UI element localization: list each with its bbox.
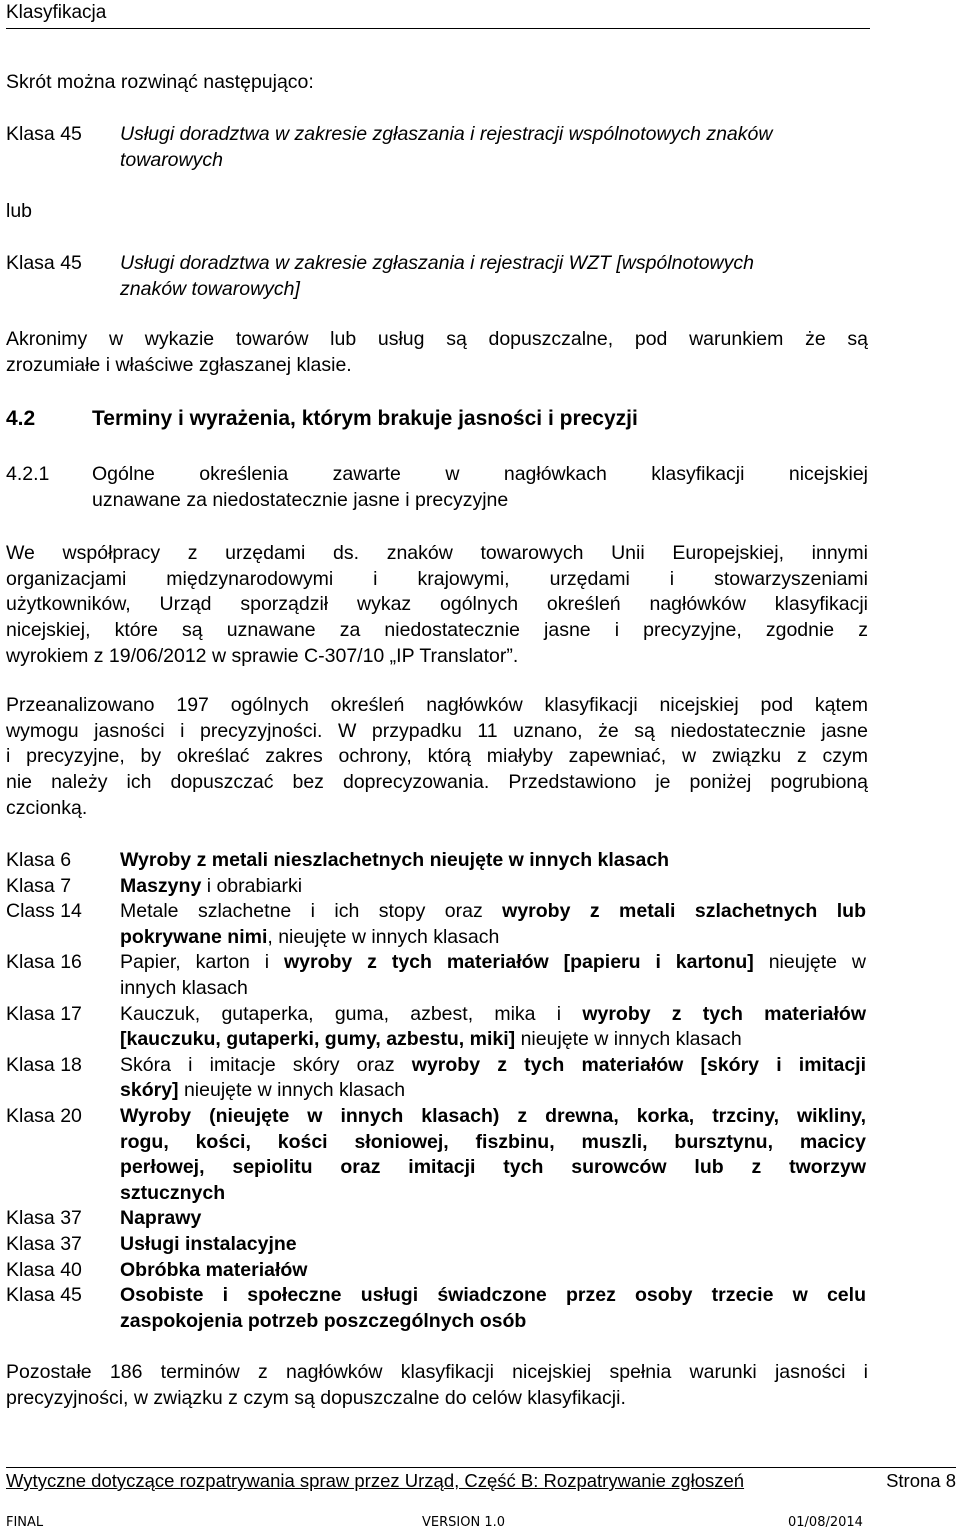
- footer-document-title: Wytyczne dotyczące rozpatrywania spraw przez Urząd, Część B: Rozpatrywanie zgłoszeń: [6, 1470, 745, 1491]
- expansion-line: Usługi doradztwa w zakresie zgłaszania i rejestracji wspólnotowych znaków: [120, 123, 773, 145]
- footer-status: FINAL: [6, 1515, 44, 1530]
- class-description-line: [120, 924, 499, 950]
- class-description-line: [120, 847, 669, 873]
- footer-version: VERSION 1.0: [422, 1515, 505, 1530]
- bold-term: wyroby z tych materiałów [skóry i imitacji: [411, 1053, 866, 1076]
- paragraph-line: użytkowników, Urząd sporządził wykaz ogólnych określeń nagłówków klasyfikacji: [6, 593, 868, 616]
- paragraph-line: czcionką.: [6, 796, 88, 819]
- section-heading: [6, 405, 638, 433]
- class-label: Klasa 18: [6, 1053, 82, 1076]
- paragraph-line: Przeanalizowano 197 ogólnych określeń nagłówków klasyfikacji nicejskiej pod kątem: [6, 694, 868, 716]
- class-description-line: [120, 1103, 866, 1129]
- class-description-line: [120, 1180, 225, 1206]
- term-text: , nieujęte w innych klasach: [267, 925, 500, 948]
- class-description-line: [120, 949, 866, 975]
- page-header-title: Klasyfikacja: [6, 2, 107, 23]
- term-text: nieujęte w innych klasach: [178, 1079, 406, 1102]
- class-description-line: [120, 1308, 526, 1334]
- bold-term: wyroby z tych materiałów [papieru i kartonu]: [283, 951, 754, 974]
- term-text: Papier, karton i: [120, 951, 284, 974]
- term-text: Skóra i imitacje skóry oraz: [120, 1053, 412, 1076]
- subsection-title-line: Ogólne określenia zawarte w nagłówkach klasyfikacji nicejskiej: [92, 463, 868, 485]
- class-label: Klasa 45: [6, 1284, 82, 1307]
- footer: [6, 1468, 956, 1494]
- term-text: Kauczuk, gutaperka, guma, azbest, mika i: [120, 1002, 583, 1025]
- bold-term: pokrywane nimi: [120, 925, 268, 948]
- class-description-line: [120, 898, 866, 924]
- term-text: nieujęte w: [753, 951, 866, 974]
- expansion-line: towarowych: [120, 149, 223, 171]
- bold-term: skóry]: [120, 1079, 179, 1102]
- class-label: Class 14: [6, 900, 82, 923]
- class-description-line: [120, 1282, 866, 1308]
- section-number: 4.2: [6, 407, 36, 430]
- class-label: Klasa 37: [6, 1207, 82, 1230]
- footer-date: 01/08/2014: [788, 1515, 863, 1530]
- class-description-line: [120, 873, 302, 899]
- paragraph-line: organizacjami międzynarodowymi i krajowymi, urzędami i stowarzyszeniami: [6, 567, 868, 590]
- class-description-line: [120, 1154, 866, 1180]
- term-text: i obrabiarki: [201, 874, 303, 897]
- class-description-line: [120, 1052, 866, 1078]
- class-description-line: [120, 1001, 866, 1027]
- term-text: nieujęte w innych klasach: [515, 1028, 742, 1051]
- class-description-line: [120, 1257, 307, 1283]
- intro-text: Skrót można rozwinąć następująco:: [6, 71, 314, 93]
- paragraph-line: Pozostałe 186 terminów z nagłówków klasyfikacji nicejskiej spełnia warunki jasności i: [6, 1361, 868, 1383]
- class-description-line: [120, 1205, 201, 1231]
- class-description-line: [120, 1129, 866, 1155]
- bold-term: sztucznych: [120, 1181, 226, 1204]
- class-description-line: [120, 975, 248, 1001]
- subsection-title-line: uznawane za niedostatecznie jasne i precyzyjne: [92, 489, 509, 511]
- acronyms-line: Akronimy w wykazie towarów lub usług są dopuszczalne, pod warunkiem że są: [6, 328, 868, 350]
- class-description-line: [120, 1231, 297, 1257]
- bold-term: rogu, kości, kości słoniowej, fiszbinu, muszli, bursztynu, macicy: [120, 1130, 866, 1153]
- paragraph-line: wyrokiem z 19/06/2012 w sprawie C-307/10 „IP Translator”.: [6, 644, 519, 667]
- header-divider: [6, 28, 870, 29]
- bold-term: wyroby z tych materiałów: [582, 1002, 866, 1025]
- paragraph-line: We współpracy z urzędami ds. znaków towarowych Unii Europejskiej, innymi: [6, 542, 868, 564]
- bold-term: Wyroby z metali nieszlachetnych nieujęte w innych klasach: [120, 849, 670, 871]
- bold-term: [kauczuku, gutaperki, gumy, azbestu, miki]: [120, 1028, 516, 1051]
- subsection-number: 4.2.1: [6, 463, 50, 485]
- class-description-line: [120, 1026, 742, 1052]
- expansion-label: Klasa 45: [6, 123, 82, 145]
- class-label: Klasa 20: [6, 1105, 82, 1127]
- class-label: Klasa 6: [6, 849, 72, 871]
- class-label: Klasa 7: [6, 874, 72, 897]
- expansion-or: lub: [6, 200, 33, 222]
- expansion-line: znaków towarowych]: [120, 278, 300, 300]
- class-description-line: [120, 1077, 405, 1103]
- term-text: Metale szlachetne i ich stopy oraz: [120, 900, 503, 923]
- bold-term: Osobiste i społeczne usługi świadczone przez osoby trzecie w celu: [120, 1284, 866, 1307]
- paragraph-line: i precyzyjne, by określać zakres ochrony, którą miałyby zapewniać, w związku z czym: [6, 745, 868, 768]
- bold-term: Usługi instalacyjne: [120, 1233, 297, 1255]
- acronyms-line: zrozumiałe i właściwe zgłaszanej klasie.: [6, 354, 352, 376]
- bold-term: Naprawy: [120, 1207, 202, 1230]
- footer-page-number: Strona 8: [886, 1470, 956, 1491]
- paragraph-line: wymogu jasności i precyzyjności. W przypadku 11 uznano, że są niedostatecznie jasne: [6, 719, 868, 742]
- bold-term: wyroby z metali szlachetnych lub: [502, 900, 866, 923]
- bold-term: perłowej, sepiolitu oraz imitacji tych surowców lub z tworzyw: [120, 1156, 866, 1179]
- section-title: Terminy i wyrażenia, którym brakuje jasności i precyzji: [92, 407, 638, 430]
- paragraph-line: nicejskiej, które są uznawane za niedostatecznie jasne i precyzyjne, zgodnie z: [6, 619, 868, 642]
- paragraph-line: precyzyjności, w związku z czym są dopuszczalne do celów klasyfikacji.: [6, 1387, 626, 1409]
- bold-term: zaspokojenia potrzeb poszczególnych osób: [120, 1309, 527, 1332]
- expansion-line: Usługi doradztwa w zakresie zgłaszania i rejestracji WZT [wspólnotowych: [120, 252, 754, 274]
- expansion-label: Klasa 45: [6, 252, 82, 274]
- bold-term: Maszyny: [120, 874, 202, 897]
- bold-term: Obróbka materiałów: [120, 1258, 308, 1281]
- paragraph-line: nie należy ich dopuszczać bez doprecyzowania. Przedstawiono je poniżej pogrubioną: [6, 771, 868, 794]
- bold-term: Wyroby (nieujęte w innych klasach) z drewna, korka, trzciny, wikliny,: [120, 1105, 866, 1127]
- class-label: Klasa 37: [6, 1233, 82, 1255]
- class-label: Klasa 16: [6, 951, 82, 974]
- class-label: Klasa 40: [6, 1258, 82, 1281]
- term-text: innych klasach: [120, 977, 248, 999]
- class-label: Klasa 17: [6, 1002, 82, 1025]
